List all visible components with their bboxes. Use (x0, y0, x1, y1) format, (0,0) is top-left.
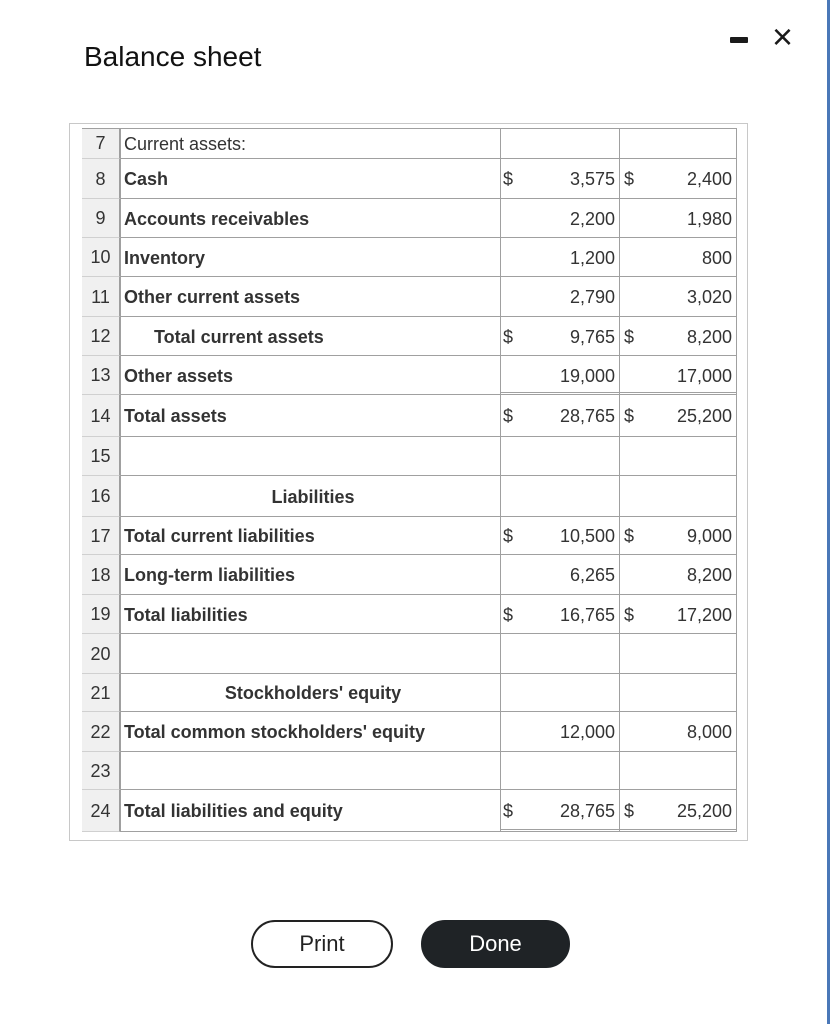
dollar-sign: $ (503, 604, 514, 625)
value-prior-year[interactable]: 17,000 (676, 365, 732, 386)
value-prior-year[interactable]: 9,000 (686, 526, 732, 546)
value-divider (500, 316, 736, 317)
value-prior-year[interactable]: 3,020 (686, 287, 732, 307)
column-divider (619, 128, 620, 832)
value-current-year[interactable]: 6,265 (569, 565, 615, 585)
balance-sheet-table (69, 123, 748, 841)
row-label: Total common stockholders' equity (124, 722, 425, 742)
row-divider (120, 633, 500, 634)
value-divider (500, 516, 736, 517)
value-divider (500, 392, 736, 395)
value-prior-year[interactable]: 2,400 (686, 169, 732, 189)
done-button[interactable]: Done (421, 920, 570, 968)
value-current-year[interactable]: 19,000 (559, 365, 615, 386)
row-number: 16 (82, 476, 120, 517)
dollar-sign: $ (624, 526, 635, 546)
row-label: Total current liabilities (124, 526, 315, 546)
row-divider (120, 516, 500, 517)
value-prior-year[interactable]: 8,200 (686, 326, 732, 347)
row-divider (120, 436, 500, 437)
row-label: Stockholders' equity (224, 683, 402, 703)
dollar-sign: $ (624, 406, 635, 426)
row-label: Current assets: (124, 133, 247, 154)
row-label: Total current assets (154, 326, 324, 347)
value-current-year[interactable]: 2,790 (569, 287, 615, 307)
value-divider (500, 355, 736, 356)
dollar-sign: $ (624, 801, 635, 821)
value-divider (500, 789, 736, 790)
value-divider (500, 673, 736, 674)
row-number: 15 (82, 437, 120, 476)
value-prior-year[interactable]: 8,200 (686, 565, 732, 585)
row-label: Cash (124, 169, 169, 189)
row-number: 7 (82, 128, 120, 159)
row-number: 23 (82, 752, 120, 790)
value-current-year[interactable]: 16,765 (559, 604, 615, 625)
row-number: 17 (82, 517, 120, 555)
value-prior-year[interactable]: 17,200 (676, 604, 732, 625)
row-label: Inventory (124, 247, 206, 268)
value-divider (500, 633, 736, 634)
value-current-year[interactable]: 28,765 (559, 801, 615, 821)
row-label: Total liabilities and equity (124, 801, 343, 821)
value-current-year[interactable]: 12,000 (559, 722, 615, 742)
row-number: 24 (82, 790, 120, 832)
top-border (82, 128, 736, 129)
dollar-sign: $ (624, 169, 635, 189)
value-prior-year[interactable]: 1,980 (686, 208, 732, 229)
value-divider (500, 198, 736, 199)
row-divider (120, 554, 500, 555)
row-number: 11 (82, 277, 120, 317)
dollar-sign: $ (624, 604, 635, 625)
value-prior-year[interactable]: 800 (701, 247, 732, 268)
row-divider (120, 594, 500, 595)
value-current-year[interactable]: 1,200 (569, 247, 615, 268)
value-divider (500, 829, 736, 832)
row-divider (120, 276, 500, 277)
value-divider (500, 751, 736, 752)
dollar-sign: $ (503, 526, 514, 546)
value-divider (500, 237, 736, 238)
row-label: Accounts receivables (124, 208, 310, 229)
value-divider (500, 475, 736, 476)
value-prior-year[interactable]: 8,000 (686, 722, 732, 742)
column-divider (500, 128, 501, 832)
value-divider (500, 554, 736, 555)
row-number: 14 (82, 395, 120, 437)
row-divider (120, 711, 500, 712)
row-number: 19 (82, 595, 120, 634)
row-divider (120, 198, 500, 199)
column-divider (736, 128, 737, 832)
dollar-sign: $ (503, 326, 514, 347)
row-number: 12 (82, 317, 120, 356)
column-divider (120, 128, 121, 832)
value-current-year[interactable]: 3,575 (569, 169, 615, 189)
dollar-sign: $ (503, 406, 514, 426)
row-divider (120, 394, 500, 395)
close-icon[interactable]: × (772, 16, 794, 57)
row-number: 13 (82, 356, 120, 395)
print-button[interactable]: Print (251, 920, 393, 968)
row-label: Long-term liabilities (124, 565, 296, 585)
row-number: 20 (82, 634, 120, 674)
row-number: 10 (82, 238, 120, 277)
value-current-year[interactable]: 10,500 (559, 526, 615, 546)
minimize-icon[interactable] (730, 37, 748, 43)
row-number: 8 (82, 159, 120, 199)
row-number: 21 (82, 674, 120, 712)
value-current-year[interactable]: 9,765 (569, 326, 615, 347)
row-divider (120, 475, 500, 476)
dollar-sign: $ (503, 801, 514, 821)
dialog-title: Balance sheet (84, 41, 262, 72)
row-divider (120, 237, 500, 238)
row-divider (120, 831, 500, 832)
value-prior-year[interactable]: 25,200 (676, 406, 732, 426)
row-divider (120, 316, 500, 317)
row-number: 22 (82, 712, 120, 752)
row-number: 18 (82, 555, 120, 595)
value-current-year[interactable]: 28,765 (559, 406, 615, 426)
value-divider (500, 436, 736, 437)
row-divider (120, 789, 500, 790)
row-label: Total liabilities (124, 604, 248, 625)
dollar-sign: $ (503, 169, 514, 189)
value-prior-year[interactable]: 25,200 (676, 801, 732, 821)
value-divider (500, 711, 736, 712)
row-label: Liabilities (271, 486, 355, 507)
row-label: Other current assets (124, 287, 301, 307)
row-divider (120, 355, 500, 356)
row-label: Other assets (124, 365, 234, 386)
row-divider (120, 751, 500, 752)
value-current-year[interactable]: 2,200 (569, 208, 615, 229)
dollar-sign: $ (624, 326, 635, 347)
row-number: 9 (82, 199, 120, 238)
value-divider (500, 276, 736, 277)
row-divider (120, 158, 500, 159)
row-label: Total assets (124, 406, 227, 426)
row-divider (120, 673, 500, 674)
value-divider (500, 158, 736, 159)
value-divider (500, 594, 736, 595)
